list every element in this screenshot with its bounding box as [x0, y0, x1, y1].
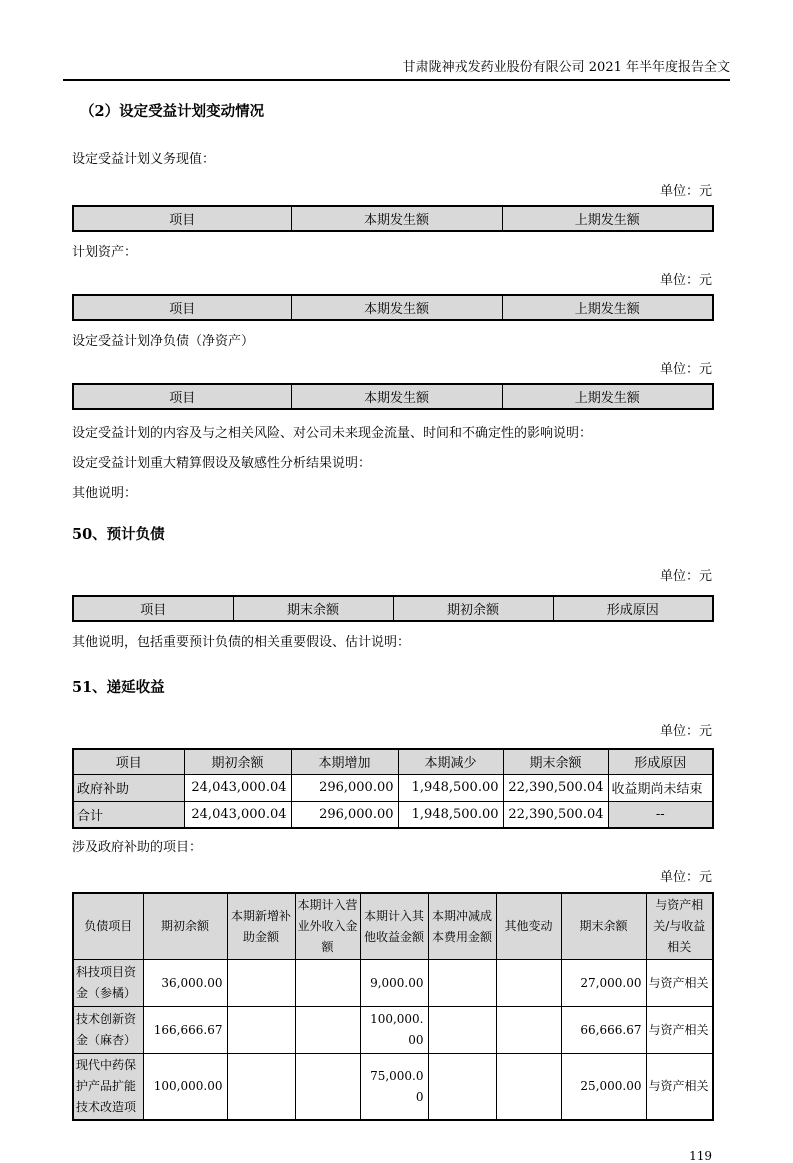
cell-other-income: 9,000.00: [360, 960, 428, 1007]
header-cell-reason: 形成原因: [553, 596, 713, 621]
obligation-table: [72, 205, 714, 232]
subsidy-projects-label: 涉及政府补助的项目：: [72, 840, 203, 855]
table-header-row: [73, 749, 713, 774]
cell-increase: 296,000.00: [291, 801, 398, 828]
header-cell-liability-item: 负债项目: [73, 893, 143, 960]
cell-non-operating-income: [295, 1054, 360, 1121]
table-row-government-grants: [73, 774, 713, 801]
cell-cost-offset: [428, 960, 496, 1007]
deferred-income-table: [72, 748, 714, 829]
header-cell-current-period: 本期发生额: [291, 384, 502, 409]
obligation-present-value-label: 设定受益计划义务现值：: [72, 152, 216, 167]
cell-closing-balance: 22,390,500.04: [503, 774, 608, 801]
cell-closing-balance: 25,000.00: [561, 1054, 646, 1121]
cell-opening-balance: 24,043,000.04: [184, 774, 291, 801]
report-title: 甘肃陇神戎发药业股份有限公司 2021 年半年度报告全文: [402, 60, 730, 75]
header-cell-closing-balance: 期末余额: [503, 749, 608, 774]
cell-non-operating-income: [295, 960, 360, 1007]
cell-item: 政府补助: [73, 774, 184, 801]
cell-increase: 296,000.00: [291, 774, 398, 801]
header-cell-item: 项目: [73, 295, 291, 320]
cell-opening-balance: 166,666.67: [143, 1007, 227, 1054]
header-cell-prior-period: 上期发生额: [502, 295, 713, 320]
header-cell-other-changes: 其他变动: [496, 893, 561, 960]
cell-other-changes: [496, 1007, 561, 1054]
cell-closing-balance: 66,666.67: [561, 1007, 646, 1054]
cell-non-operating-income: [295, 1007, 360, 1054]
header-cell-item: 项目: [73, 384, 291, 409]
header-cell-prior-period: 上期发生额: [502, 384, 713, 409]
note-actuarial: 设定受益计划重大精算假设及敏感性分析结果说明：: [72, 456, 372, 471]
cell-new-subsidy: [227, 1007, 295, 1054]
cell-reason: 收益期尚未结束: [608, 774, 713, 801]
table-row-tcm-upgrade-project: [73, 1054, 713, 1121]
page-content: [72, 100, 712, 1163]
cell-cost-offset: [428, 1007, 496, 1054]
header-cell-increase: 本期增加: [291, 749, 398, 774]
cell-asset-income-related: 与资产相关: [646, 1007, 713, 1054]
unit-label: 单位：元: [659, 870, 712, 885]
table-header-row: [73, 295, 713, 320]
cell-liability-item: 科技项目资金（参橘）: [73, 960, 143, 1007]
table-header-row: [73, 384, 713, 409]
table-row-total: [73, 801, 713, 828]
net-liability-table: [72, 383, 714, 410]
cell-opening-balance: 100,000.00: [143, 1054, 227, 1121]
table-header-row: [73, 596, 713, 621]
page-number: 119: [689, 1149, 712, 1163]
unit-label: 单位：元: [659, 569, 712, 584]
unit-label: 单位：元: [659, 273, 712, 288]
note-risk: 设定受益计划的内容及与之相关风险、对公司未来现金流量、时间和不确定性的影响说明：: [72, 426, 593, 441]
cell-liability-item: 技术创新资金（麻杏）: [73, 1007, 143, 1054]
header-cell-new-subsidy: 本期新增补助金额: [227, 893, 295, 960]
cell-asset-income-related: 与资产相关: [646, 1054, 713, 1121]
cell-opening-balance: 24,043,000.04: [184, 801, 291, 828]
net-liability-label: 设定受益计划净负债（净资产）: [72, 334, 255, 349]
header-cell-item: 项目: [73, 596, 233, 621]
header-cell-asset-income-related: 与资产相关/与收益相关: [646, 893, 713, 960]
cell-cost-offset: [428, 1054, 496, 1121]
cell-liability-item: 现代中药保护产品扩能技术改造项: [73, 1054, 143, 1121]
header-cell-reason: 形成原因: [608, 749, 713, 774]
provisions-note: 其他说明，包括重要预计负债的相关重要假设、估计说明：: [72, 635, 411, 650]
header-cell-item: 项目: [73, 206, 291, 231]
cell-other-changes: [496, 1054, 561, 1121]
cell-other-income: 75,000.00: [360, 1054, 428, 1121]
section-heading-provisions: 50、预计负债: [72, 526, 165, 543]
header-cell-closing-balance: 期末余额: [233, 596, 393, 621]
page-header: [63, 0, 730, 81]
plan-assets-table: [72, 294, 714, 321]
government-subsidy-table: [72, 892, 714, 1121]
table-header-row: [73, 206, 713, 231]
header-cell-item: 项目: [73, 749, 184, 774]
cell-item: 合计: [73, 801, 184, 828]
header-cell-current-period: 本期发生额: [291, 206, 502, 231]
cell-other-income: 100,000.00: [360, 1007, 428, 1054]
cell-closing-balance: 22,390,500.04: [503, 801, 608, 828]
plan-assets-label: 计划资产：: [72, 245, 138, 260]
header-cell-current-period: 本期发生额: [291, 295, 502, 320]
header-cell-cost-offset: 本期冲减成本费用金额: [428, 893, 496, 960]
header-cell-prior-period: 上期发生额: [502, 206, 713, 231]
cell-new-subsidy: [227, 960, 295, 1007]
unit-label: 单位：元: [659, 724, 712, 739]
cell-opening-balance: 36,000.00: [143, 960, 227, 1007]
cell-closing-balance: 27,000.00: [561, 960, 646, 1007]
section-heading-deferred-income: 51、递延收益: [72, 679, 165, 696]
table-row-innovation-fund: [73, 1007, 713, 1054]
provisions-table: [72, 595, 714, 622]
header-cell-opening-balance: 期初余额: [393, 596, 553, 621]
note-other: 其他说明：: [72, 486, 138, 501]
cell-reason: --: [608, 801, 713, 828]
unit-label: 单位：元: [659, 184, 712, 199]
section-heading-benefit-plan-changes: （2）设定受益计划变动情况: [80, 103, 265, 120]
unit-label: 单位：元: [659, 362, 712, 377]
header-cell-decrease: 本期减少: [398, 749, 503, 774]
cell-decrease: 1,948,500.00: [398, 801, 503, 828]
table-row-tech-project-fund: [73, 960, 713, 1007]
header-cell-non-operating-income: 本期计入营业外收入金额: [295, 893, 360, 960]
cell-decrease: 1,948,500.00: [398, 774, 503, 801]
table-header-row: [73, 893, 713, 960]
header-cell-opening-balance: 期初余额: [143, 893, 227, 960]
header-cell-other-income: 本期计入其他收益金额: [360, 893, 428, 960]
cell-new-subsidy: [227, 1054, 295, 1121]
header-cell-opening-balance: 期初余额: [184, 749, 291, 774]
cell-other-changes: [496, 960, 561, 1007]
header-cell-closing-balance: 期末余额: [561, 893, 646, 960]
cell-asset-income-related: 与资产相关: [646, 960, 713, 1007]
